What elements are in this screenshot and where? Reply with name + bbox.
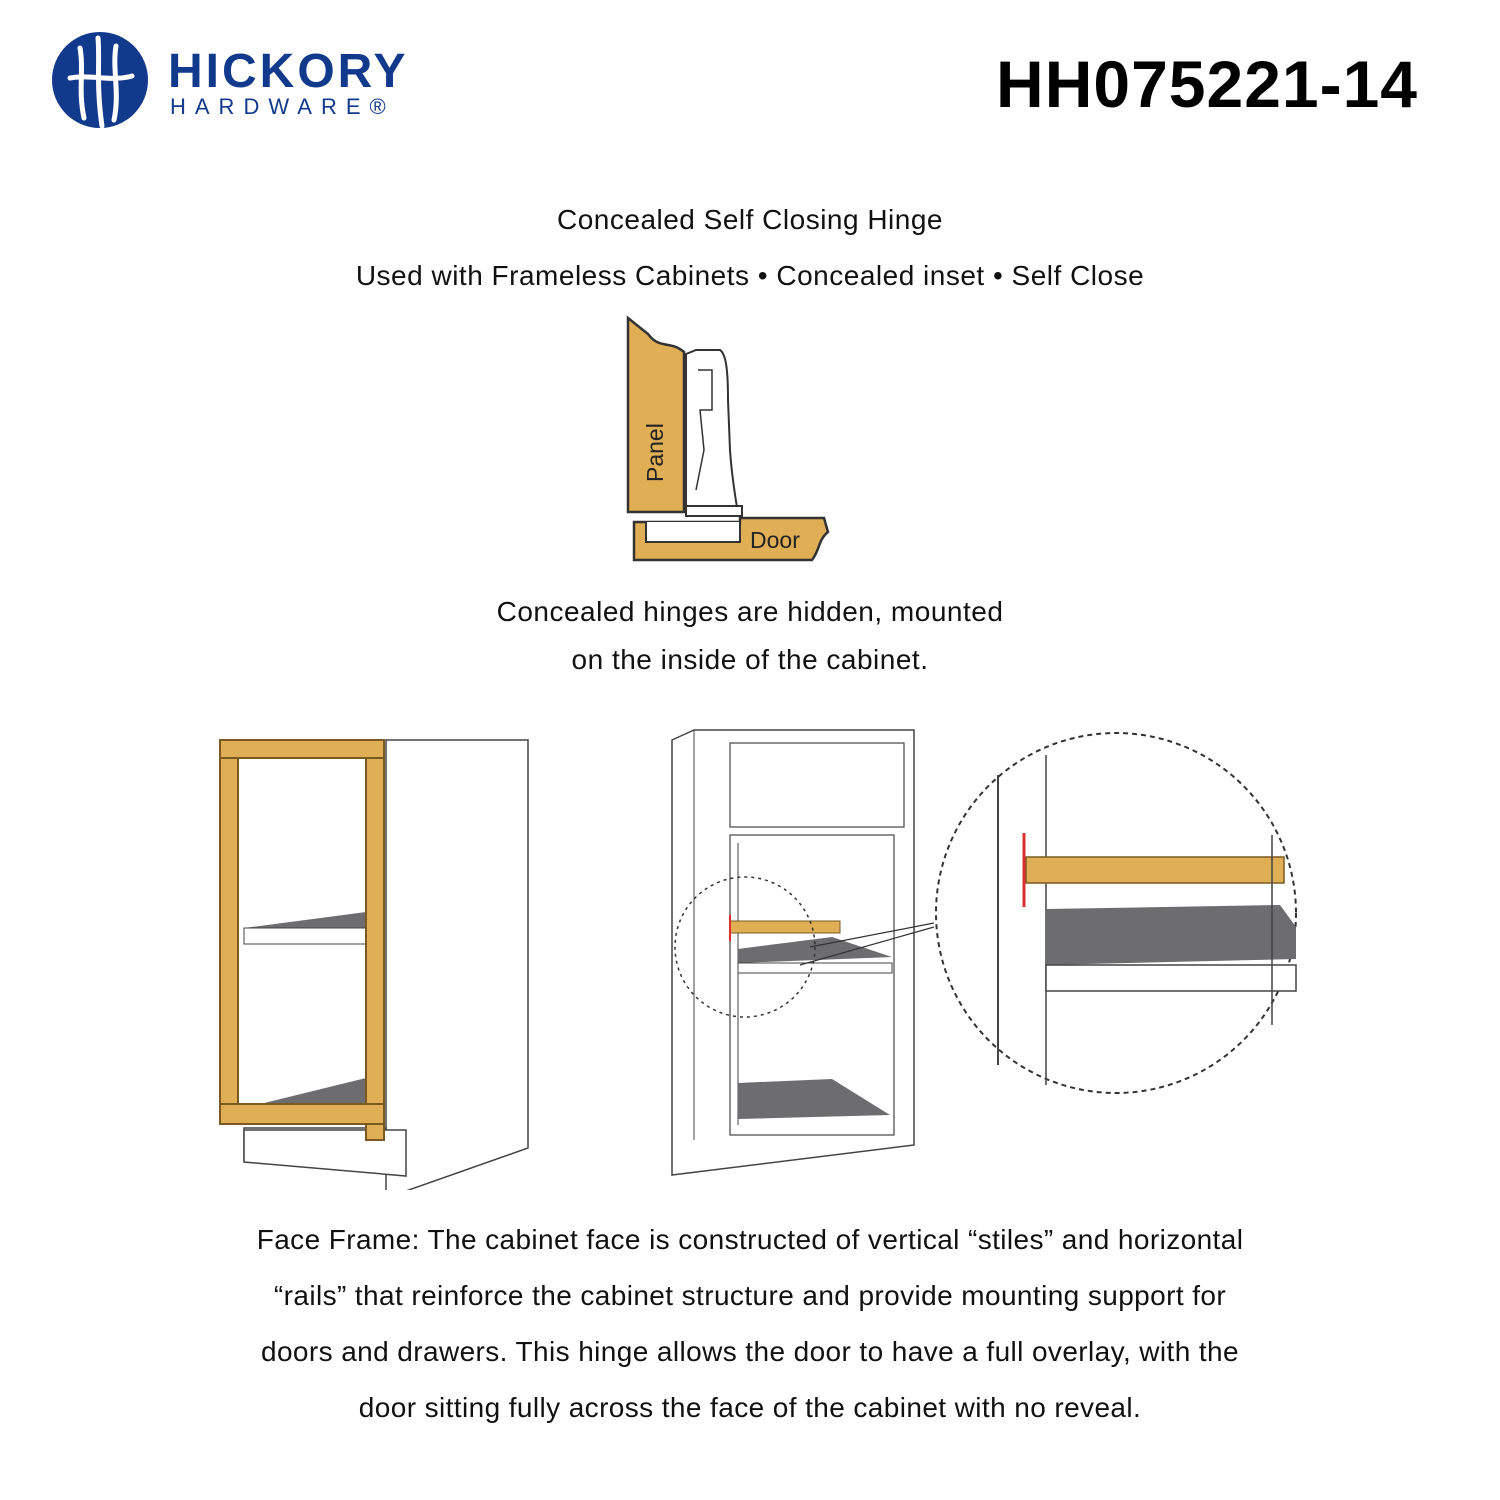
magnified-ruler [1026, 857, 1284, 883]
ruler [730, 921, 840, 933]
face-frame-line-4: door sitting fully across the face of the cabinet with no reveal. [358, 1392, 1142, 1423]
model-number: HH075221-14 [996, 47, 1418, 121]
magnified-detail [936, 733, 1296, 1093]
face-frame-line-2: “rails” that reinforce the cabinet structure and provide mounting support for [273, 1280, 1227, 1311]
brand-subtitle: HARDWARE® [170, 94, 395, 119]
product-subtitle: Used with Frameless Cabinets • Concealed inset • Self Close [355, 260, 1145, 291]
face-frame-line-1: Face Frame: The cabinet face is constructed of vertical “stiles” and horizontal [256, 1224, 1244, 1255]
description-line-1: Concealed hinges are hidden, mounted [496, 596, 1004, 627]
product-title: Concealed Self Closing Hinge [557, 204, 943, 235]
face-frame-line-3: doors and drawers. This hinge allows the door to have a full overlay, with the [260, 1336, 1240, 1367]
magnified-shelf [1046, 905, 1296, 965]
description-line-2: on the inside of the cabinet. [571, 644, 929, 675]
face-frame-cabinet-illustration [200, 720, 550, 1190]
frameless-cabinet-illustration [650, 715, 1320, 1185]
panel-label: Panel [642, 423, 668, 482]
brand-name: HICKORY [168, 45, 409, 98]
hinge-diagram [600, 310, 850, 575]
hinge-cup [646, 522, 740, 542]
door-label: Door [750, 527, 800, 553]
